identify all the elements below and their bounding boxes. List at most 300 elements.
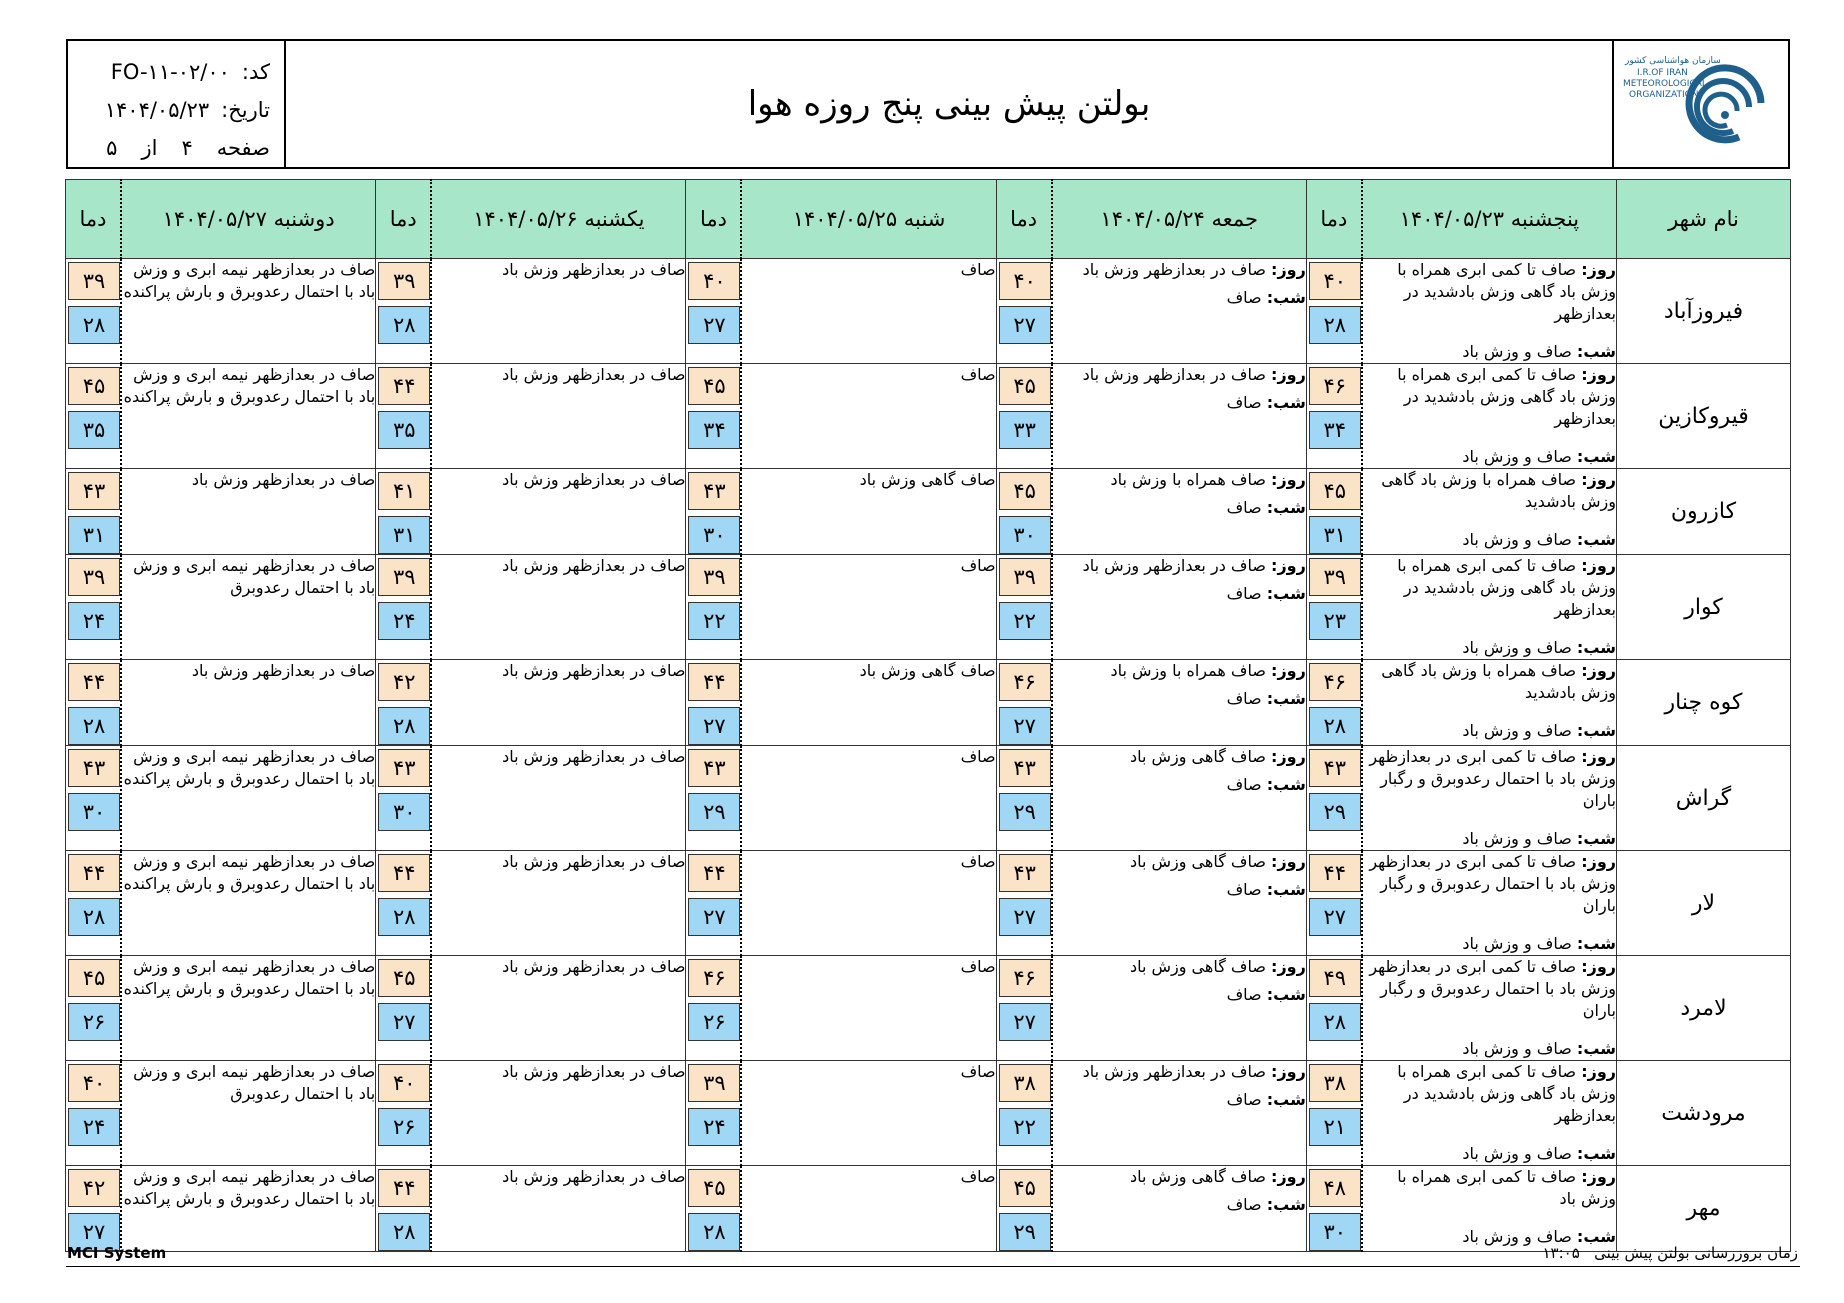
min-temp: ۲۸ xyxy=(378,707,430,745)
min-temp: ۲۶ xyxy=(68,1003,120,1041)
max-temp: ۴۵ xyxy=(999,472,1051,510)
min-temp: ۲۶ xyxy=(688,1003,740,1041)
night-label: شب: xyxy=(1576,530,1616,549)
temperature-cell xyxy=(686,555,742,660)
max-temp: ۴۳ xyxy=(999,854,1051,892)
min-temp: ۲۴ xyxy=(688,1108,740,1146)
night-forecast xyxy=(1053,1089,1306,1111)
table-row xyxy=(66,364,1791,469)
day-text: صاف تا کمی ابری در بعدازظهر وزش باد با احتمال رعدوبرق و رگبار باران xyxy=(1369,747,1616,810)
max-temp: ۴۵ xyxy=(68,367,120,405)
forecast-cell xyxy=(1052,1061,1307,1166)
max-temp: ۳۹ xyxy=(68,558,120,596)
night-label: شب: xyxy=(1266,1090,1306,1109)
night-forecast xyxy=(1363,341,1616,363)
forecast-text: صاف گاهی وزش باد xyxy=(859,470,996,489)
min-temp: ۳۰ xyxy=(68,793,120,831)
min-temp: ۲۷ xyxy=(999,898,1051,936)
night-text: صاف و وزش باد xyxy=(1462,1039,1572,1058)
city-name: گراش xyxy=(1617,746,1791,851)
min-temp: ۲۴ xyxy=(378,602,430,640)
min-temp: ۲۲ xyxy=(999,602,1051,640)
forecast-cell xyxy=(1362,364,1617,469)
night-label: شب: xyxy=(1576,721,1616,740)
min-temp: ۳۳ xyxy=(999,411,1051,449)
forecast-text: صاف xyxy=(960,365,996,384)
max-temp: ۴۰ xyxy=(999,262,1051,300)
temperature-cell xyxy=(996,364,1052,469)
forecast-text: صاف در بعدازظهر وزش باد xyxy=(502,470,686,489)
max-temp: ۴۵ xyxy=(999,1169,1051,1207)
night-label: شب: xyxy=(1576,829,1616,848)
city-name: کوار xyxy=(1617,555,1791,660)
night-forecast xyxy=(1363,637,1616,659)
min-temp: ۲۷ xyxy=(1309,898,1361,936)
min-temp: ۲۹ xyxy=(1309,793,1361,831)
day-header-1: پنجشنبه ۱۴۰۴/۰۵/۲۳ xyxy=(1362,180,1617,259)
temperature-cell xyxy=(1306,1061,1362,1166)
forecast-cell xyxy=(431,469,686,555)
night-label: شب: xyxy=(1576,934,1616,953)
forecast-cell xyxy=(741,956,996,1061)
night-label: شب: xyxy=(1266,393,1306,412)
min-temp: ۲۸ xyxy=(1309,707,1361,745)
forecast-cell xyxy=(121,364,376,469)
forecast-cell xyxy=(431,364,686,469)
night-label: شب: xyxy=(1576,1227,1616,1246)
forecast-cell xyxy=(1362,746,1617,851)
temperature-cell xyxy=(376,660,432,746)
day-text: صاف تا کمی ابری همراه با وزش باد xyxy=(1397,1167,1616,1208)
forecast-cell xyxy=(1362,469,1617,555)
max-temp: ۴۵ xyxy=(999,367,1051,405)
forecast-text: صاف xyxy=(960,260,996,279)
organization-logo xyxy=(1612,41,1788,167)
day-text: صاف تا کمی ابری همراه با وزش باد گاهی وزش بادشدید در بعدازظهر xyxy=(1397,365,1616,428)
night-forecast xyxy=(1363,933,1616,955)
day-forecast xyxy=(1130,747,1306,766)
day-forecast xyxy=(1083,556,1306,575)
day-label: روز: xyxy=(1581,747,1616,766)
day-label: روز: xyxy=(1271,957,1306,976)
temperature-cell xyxy=(996,956,1052,1061)
temperature-cell xyxy=(376,851,432,956)
table-row xyxy=(66,469,1791,555)
temperature-cell xyxy=(1306,660,1362,746)
max-temp: ۴۲ xyxy=(378,663,430,701)
min-temp: ۲۸ xyxy=(378,898,430,936)
night-text: صاف xyxy=(1226,1090,1262,1109)
forecast-cell xyxy=(431,746,686,851)
forecast-cell xyxy=(1052,956,1307,1061)
forecast-text: صاف در بعدازظهر وزش باد xyxy=(502,852,686,871)
day-forecast xyxy=(1130,957,1306,976)
min-temp: ۲۸ xyxy=(688,1213,740,1251)
meteorological-org-logo-icon xyxy=(1621,45,1781,163)
max-temp: ۴۵ xyxy=(1309,472,1361,510)
forecast-cell xyxy=(1362,956,1617,1061)
day-forecast xyxy=(1397,1062,1616,1125)
night-text: صاف xyxy=(1226,498,1262,517)
day-forecast xyxy=(1083,1062,1306,1081)
night-text: صاف xyxy=(1226,584,1262,603)
logo-text-fa: سازمان هواشناسی کشور xyxy=(1625,56,1721,66)
night-forecast xyxy=(1053,583,1306,605)
max-temp: ۴۰ xyxy=(68,1064,120,1102)
temperature-cell xyxy=(686,1061,742,1166)
min-temp: ۲۳ xyxy=(1309,602,1361,640)
forecast-cell xyxy=(431,1166,686,1252)
logo-text-en1: I.R.OF IRAN xyxy=(1637,68,1688,78)
day-forecast xyxy=(1381,470,1616,511)
max-temp: ۴۳ xyxy=(68,749,120,787)
temperature-cell xyxy=(686,660,742,746)
day-label: روز: xyxy=(1581,556,1616,575)
forecast-cell xyxy=(121,746,376,851)
temperature-cell xyxy=(1306,1166,1362,1252)
temperature-cell xyxy=(66,259,122,364)
max-temp: ۴۶ xyxy=(1309,367,1361,405)
min-temp: ۲۶ xyxy=(378,1108,430,1146)
night-label: شب: xyxy=(1266,1195,1306,1214)
forecast-text: صاف xyxy=(960,957,996,976)
night-label: شب: xyxy=(1576,1039,1616,1058)
forecast-cell xyxy=(1052,660,1307,746)
day-text: صاف تا کمی ابری همراه با وزش باد گاهی وزش بادشدید در بعدازظهر xyxy=(1397,260,1616,323)
temperature-cell xyxy=(1306,851,1362,956)
city-name: مهر xyxy=(1617,1166,1791,1252)
max-temp: ۴۹ xyxy=(1309,959,1361,997)
temperature-cell xyxy=(996,851,1052,956)
forecast-text: صاف xyxy=(960,1062,996,1081)
max-temp: ۳۸ xyxy=(999,1064,1051,1102)
day-label: روز: xyxy=(1271,1167,1306,1186)
day-label: روز: xyxy=(1581,1167,1616,1186)
night-forecast xyxy=(1053,688,1306,710)
min-temp: ۳۴ xyxy=(688,411,740,449)
forecast-cell xyxy=(431,259,686,364)
temperature-cell xyxy=(996,746,1052,851)
night-text: صاف و وزش باد xyxy=(1462,638,1572,657)
forecast-cell xyxy=(741,746,996,851)
max-temp: ۳۹ xyxy=(68,262,120,300)
forecast-cell xyxy=(741,469,996,555)
forecast-text: صاف در بعدازظهر نیمه ابری و وزش باد با احتمال رعدوبرق xyxy=(133,556,376,597)
code-row xyxy=(78,53,270,91)
day-label: روز: xyxy=(1581,1062,1616,1081)
day-forecast xyxy=(1083,365,1306,384)
logo-text-en3: ORGANIZATION xyxy=(1629,90,1699,100)
day-label: روز: xyxy=(1581,365,1616,384)
max-temp: ۴۳ xyxy=(68,472,120,510)
day-label: روز: xyxy=(1581,957,1616,976)
forecast-text: صاف در بعدازظهر وزش باد xyxy=(502,747,686,766)
night-label: شب: xyxy=(1266,584,1306,603)
min-temp: ۲۱ xyxy=(1309,1108,1361,1146)
date-label: تاریخ: xyxy=(221,98,270,122)
forecast-text: صاف در بعدازظهر وزش باد xyxy=(502,260,686,279)
temperature-cell xyxy=(1306,555,1362,660)
forecast-cell xyxy=(121,660,376,746)
min-temp: ۲۷ xyxy=(68,1213,120,1251)
forecast-cell xyxy=(121,259,376,364)
footer-divider xyxy=(66,1266,1800,1267)
document-meta xyxy=(68,41,286,167)
table-row xyxy=(66,1166,1791,1252)
max-temp: ۴۸ xyxy=(1309,1169,1361,1207)
table-header-row xyxy=(66,180,1791,259)
forecast-cell xyxy=(121,469,376,555)
temperature-cell xyxy=(66,555,122,660)
min-temp: ۳۱ xyxy=(68,516,120,554)
night-text: صاف xyxy=(1226,880,1262,899)
max-temp: ۴۳ xyxy=(1309,749,1361,787)
date-row xyxy=(78,91,270,129)
page-label: صفحه xyxy=(216,136,270,160)
max-temp: ۴۰ xyxy=(378,1064,430,1102)
night-label: شب: xyxy=(1576,638,1616,657)
city-name: کازرون xyxy=(1617,469,1791,555)
temperature-cell xyxy=(996,660,1052,746)
temperature-cell xyxy=(66,660,122,746)
max-temp: ۴۱ xyxy=(378,472,430,510)
system-label: MCI System xyxy=(67,1244,167,1262)
forecast-table xyxy=(65,179,1791,1252)
table-row xyxy=(66,851,1791,956)
forecast-cell xyxy=(1052,364,1307,469)
forecast-text: صاف xyxy=(960,747,996,766)
day-forecast xyxy=(1110,661,1305,680)
night-forecast xyxy=(1053,392,1306,414)
forecast-cell xyxy=(121,956,376,1061)
night-forecast xyxy=(1053,497,1306,519)
night-text: صاف و وزش باد xyxy=(1462,934,1572,953)
night-forecast xyxy=(1363,1038,1616,1060)
max-temp: ۴۴ xyxy=(378,854,430,892)
temperature-cell xyxy=(1306,259,1362,364)
day-text: صاف همراه با وزش باد گاهی وزش بادشدید xyxy=(1381,470,1616,511)
code-label: کد: xyxy=(241,60,270,84)
day-label: روز: xyxy=(1271,852,1306,871)
forecast-cell xyxy=(741,555,996,660)
max-temp: ۴۳ xyxy=(378,749,430,787)
bulletin-header xyxy=(66,39,1790,169)
max-temp: ۴۴ xyxy=(68,663,120,701)
temperature-cell xyxy=(686,746,742,851)
day-text: صاف همراه با وزش باد xyxy=(1110,661,1266,680)
forecast-text: صاف xyxy=(960,556,996,575)
day-text: صاف در بعدازظهر وزش باد xyxy=(1082,556,1266,575)
temperature-cell xyxy=(996,469,1052,555)
min-temp: ۲۲ xyxy=(688,602,740,640)
day-label: روز: xyxy=(1581,661,1616,680)
max-temp: ۴۵ xyxy=(378,959,430,997)
min-temp: ۲۷ xyxy=(378,1003,430,1041)
temperature-cell xyxy=(1306,469,1362,555)
max-temp: ۴۴ xyxy=(688,854,740,892)
city-name: کوه چنار xyxy=(1617,660,1791,746)
night-label: شب: xyxy=(1266,288,1306,307)
max-temp: ۴۰ xyxy=(688,262,740,300)
day-label: روز: xyxy=(1581,852,1616,871)
temperature-cell xyxy=(376,259,432,364)
forecast-cell xyxy=(121,1166,376,1252)
temperature-cell xyxy=(686,259,742,364)
forecast-text: صاف در بعدازظهر نیمه ابری و وزش باد با احتمال رعدوبرق و بارش پراکنده xyxy=(123,365,376,406)
table-row xyxy=(66,660,1791,746)
temperature-cell xyxy=(686,956,742,1061)
day-header-5: دوشنبه ۱۴۰۴/۰۵/۲۷ xyxy=(121,180,376,259)
night-text: صاف و وزش باد xyxy=(1462,342,1572,361)
forecast-text: صاف در بعدازظهر وزش باد xyxy=(502,957,686,976)
min-temp: ۲۴ xyxy=(68,1108,120,1146)
date-value: ۱۴۰۴/۰۵/۲۳ xyxy=(104,98,210,122)
forecast-text: صاف در بعدازظهر نیمه ابری و وزش باد با احتمال رعدوبرق xyxy=(133,1062,376,1103)
forecast-text: صاف xyxy=(960,1167,996,1186)
forecast-cell xyxy=(431,956,686,1061)
min-temp: ۲۷ xyxy=(688,306,740,344)
page-title: بولتن پیش بینی پنج روزه هوا xyxy=(747,84,1151,124)
forecast-text: صاف xyxy=(960,852,996,871)
forecast-text: صاف در بعدازظهر نیمه ابری و وزش باد با احتمال رعدوبرق و بارش پراکنده xyxy=(123,1167,376,1208)
forecast-text: صاف گاهی وزش باد xyxy=(859,661,996,680)
page-row xyxy=(78,129,270,167)
forecast-cell xyxy=(1362,555,1617,660)
forecast-cell xyxy=(121,851,376,956)
night-forecast xyxy=(1363,529,1616,551)
day-text: صاف گاهی وزش باد xyxy=(1129,957,1266,976)
temperature-cell xyxy=(66,469,122,555)
forecast-cell xyxy=(1052,1166,1307,1252)
day-label: روز: xyxy=(1271,260,1306,279)
temperature-cell xyxy=(686,851,742,956)
day-text: صاف گاهی وزش باد xyxy=(1129,852,1266,871)
day-header-3: شنبه ۱۴۰۴/۰۵/۲۵ xyxy=(741,180,996,259)
forecast-text: صاف در بعدازظهر نیمه ابری و وزش باد با احتمال رعدوبرق و بارش پراکنده xyxy=(123,747,376,788)
temperature-cell xyxy=(686,364,742,469)
max-temp: ۴۳ xyxy=(999,749,1051,787)
forecast-cell xyxy=(741,851,996,956)
min-temp: ۲۹ xyxy=(688,793,740,831)
temperature-cell xyxy=(66,956,122,1061)
max-temp: ۴۶ xyxy=(999,959,1051,997)
day-text: صاف همراه با وزش باد xyxy=(1110,470,1266,489)
day-forecast xyxy=(1381,661,1616,702)
temperature-cell xyxy=(376,469,432,555)
temperature-cell xyxy=(376,746,432,851)
forecast-text: صاف در بعدازظهر وزش باد xyxy=(502,365,686,384)
min-temp: ۲۷ xyxy=(999,1003,1051,1041)
forecast-text: صاف در بعدازظهر وزش باد xyxy=(502,1167,686,1186)
day-label: روز: xyxy=(1271,556,1306,575)
forecast-text: صاف در بعدازظهر نیمه ابری و وزش باد با احتمال رعدوبرق و بارش پراکنده xyxy=(123,852,376,893)
temperature-cell xyxy=(996,1166,1052,1252)
temperature-cell xyxy=(66,1166,122,1252)
night-forecast xyxy=(1053,879,1306,901)
city-name: مرودشت xyxy=(1617,1061,1791,1166)
night-text: صاف و وزش باد xyxy=(1462,1227,1572,1246)
temperature-cell xyxy=(996,1061,1052,1166)
day-text: صاف گاهی وزش باد xyxy=(1129,1167,1266,1186)
forecast-cell xyxy=(1362,1166,1617,1252)
temperature-cell xyxy=(66,1061,122,1166)
day-header-2: جمعه ۱۴۰۴/۰۵/۲۴ xyxy=(1052,180,1307,259)
temperature-cell xyxy=(376,956,432,1061)
night-label: شب: xyxy=(1576,342,1616,361)
night-text: صاف xyxy=(1226,689,1262,708)
forecast-text: صاف در بعدازظهر وزش باد xyxy=(502,556,686,575)
forecast-text: صاف در بعدازظهر وزش باد xyxy=(191,470,376,489)
min-temp: ۲۴ xyxy=(68,602,120,640)
day-text: صاف همراه با وزش باد گاهی وزش بادشدید xyxy=(1381,661,1616,702)
max-temp: ۳۹ xyxy=(378,558,430,596)
day-text: صاف در بعدازظهر وزش باد xyxy=(1082,1062,1266,1081)
day-forecast xyxy=(1397,365,1616,428)
min-temp: ۲۸ xyxy=(68,707,120,745)
forecast-text: صاف در بعدازظهر نیمه ابری و وزش باد با احتمال رعدوبرق و بارش پراکنده xyxy=(123,957,376,998)
max-temp: ۴۴ xyxy=(1309,854,1361,892)
table-row xyxy=(66,555,1791,660)
forecast-cell xyxy=(1052,555,1307,660)
night-forecast xyxy=(1363,446,1616,468)
min-temp: ۲۸ xyxy=(1309,1003,1361,1041)
night-text: صاف xyxy=(1226,393,1262,412)
day-forecast xyxy=(1130,1167,1306,1186)
page-of: از xyxy=(141,136,158,160)
min-temp: ۲۸ xyxy=(378,1213,430,1251)
table-row xyxy=(66,956,1791,1061)
forecast-text: صاف در بعدازظهر وزش باد xyxy=(502,1062,686,1081)
day-label: روز: xyxy=(1271,661,1306,680)
max-temp: ۴۴ xyxy=(68,854,120,892)
max-temp: ۳۸ xyxy=(1309,1064,1361,1102)
forecast-cell xyxy=(1052,851,1307,956)
max-temp: ۳۹ xyxy=(1309,558,1361,596)
night-forecast xyxy=(1053,287,1306,309)
day-text: صاف تا کمی ابری در بعدازظهر وزش باد با احتمال رعدوبرق و رگبار باران xyxy=(1369,957,1616,1020)
night-label: شب: xyxy=(1576,1144,1616,1163)
forecast-text: صاف در بعدازظهر وزش باد xyxy=(502,661,686,680)
temperature-cell xyxy=(376,364,432,469)
forecast-cell xyxy=(121,1061,376,1166)
day-text: صاف در بعدازظهر وزش باد xyxy=(1082,260,1266,279)
min-temp: ۲۸ xyxy=(68,898,120,936)
day-forecast xyxy=(1110,470,1305,489)
max-temp: ۴۵ xyxy=(688,1169,740,1207)
forecast-cell xyxy=(1362,259,1617,364)
min-temp: ۳۰ xyxy=(1309,1213,1361,1251)
max-temp: ۳۹ xyxy=(688,558,740,596)
day-forecast xyxy=(1130,852,1306,871)
forecast-cell xyxy=(431,851,686,956)
temperature-cell xyxy=(66,746,122,851)
page-current: ۴ xyxy=(181,136,193,160)
forecast-cell xyxy=(1052,259,1307,364)
city-name: لامرد xyxy=(1617,956,1791,1061)
page-total: ۵ xyxy=(106,136,118,160)
max-temp: ۴۳ xyxy=(688,749,740,787)
update-time: ۱۳:۰۵ xyxy=(1542,1244,1580,1262)
min-temp: ۳۰ xyxy=(688,516,740,554)
temp-header-5: دما xyxy=(66,180,122,259)
day-forecast xyxy=(1397,1167,1616,1208)
temperature-cell xyxy=(66,851,122,956)
city-name: قیروکازین xyxy=(1617,364,1791,469)
temp-header-2: دما xyxy=(996,180,1052,259)
day-text: صاف در بعدازظهر وزش باد xyxy=(1082,365,1266,384)
min-temp: ۳۰ xyxy=(378,793,430,831)
table-row xyxy=(66,746,1791,851)
